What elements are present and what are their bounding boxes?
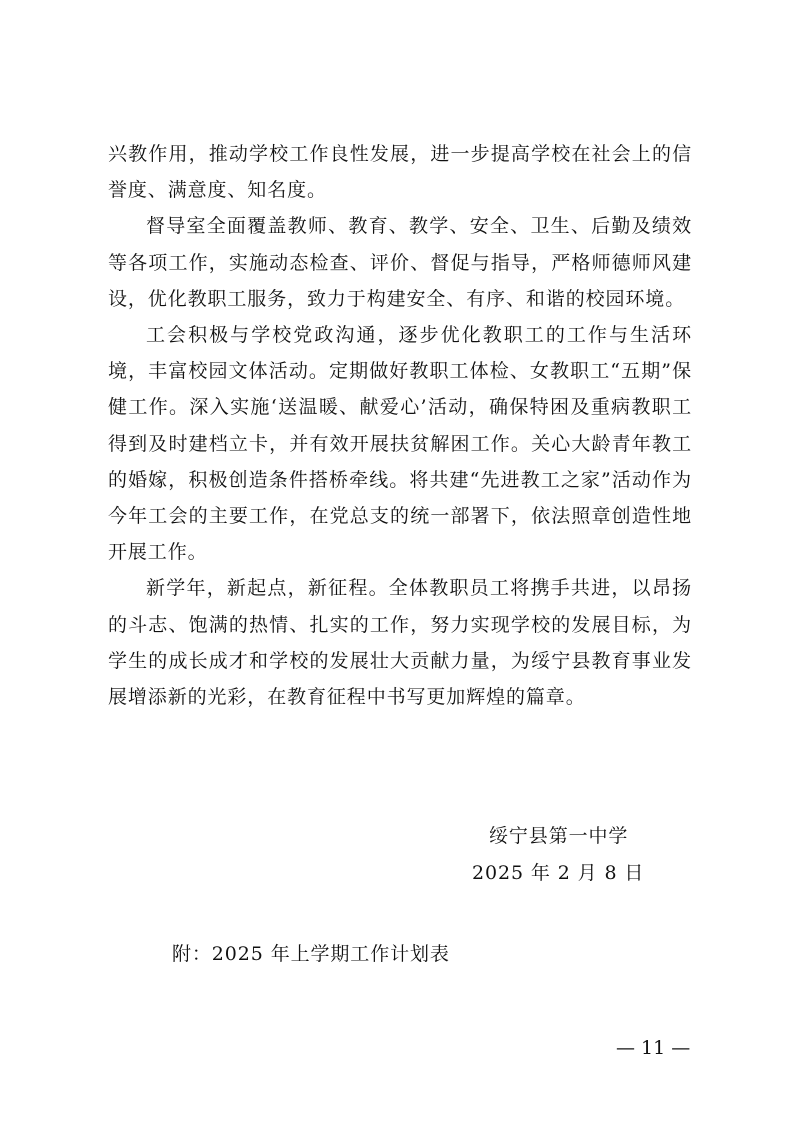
document-body — [108, 136, 692, 715]
page-number: — 11 — — [616, 1037, 691, 1059]
paragraph-closing: 新学年，新起点，新征程。全体教职员工将携手共进，以昂扬的斗志、饱满的热情、扎实的工作，努力实现学校的发展目标，为学生的成长成才和学校的发展壮大贡献力量，为绥宁县教育事业发展增添新的光彩，在教育征程中书写更加辉煌的篇章。 — [108, 577, 692, 709]
signature-organization: 绥宁县第一中学 — [489, 825, 629, 847]
paragraph-labor-union: 工会积极与学校党政沟通，逐步优化教职工的工作与生活环境，丰富校园文体活动。定期做好教职工体检、女教职工“五期”保健工作。深入实施‘送温暖、献爱心’活动，确保特困及重病教职工得到及时建档立卡，并有效开展扶贫解困工作。关心大龄青年教工的婚嫁，积极创造条件搭桥牵线。将共建“先进教工之家”活动作为今年工会的主要工作，在党总支的统一部署下，依法照章创造性地开展工作。 — [108, 324, 692, 564]
paragraph-continued: 兴教作用，推动学校工作良性发展，进一步提高学校在社会上的信誉度、满意度、知名度。 — [108, 143, 692, 202]
paragraph-supervision-office: 督导室全面覆盖教师、教育、教学、安全、卫生、后勤及绩效等各项工作，实施动态检查、评价、督促与指导，严格师德师风建设，优化教职工服务，致力于构建安全、有序、和谐的校园环境。 — [108, 215, 692, 310]
attachment-note: 附：2025 年上学期工作计划表 — [172, 943, 450, 965]
signature-date: 2025 年 2 月 8 日 — [472, 862, 645, 884]
